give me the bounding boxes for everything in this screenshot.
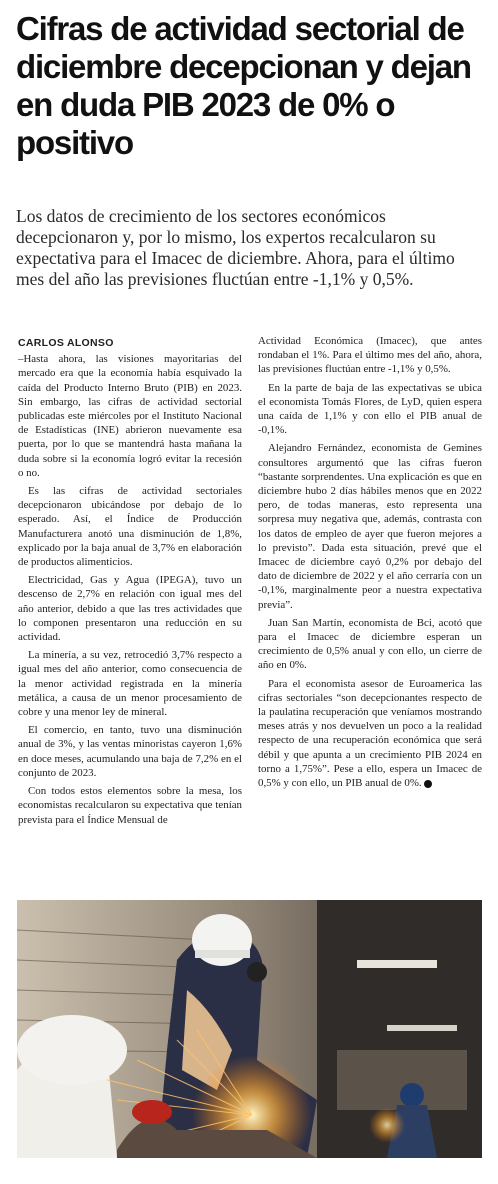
welding-photo-illustration (17, 900, 482, 1158)
body-paragraph: Alejandro Fernández, economista de Gemines consultores argumentó que las cifras fueron “bastante sorprendentes. Una explicación es que en diciembre hubo 2 días hábiles menos que en 2022 pero, de todas maneras, esto representa una sorpresa muy negativa que, además, contrasta con los datos de empleo de ayer que fueron mejores a lo previsto”. Dada esta situación, prevé que el Imacec de diciembre cayó 0,2% por debajo del dato de diciembre de 2022 y el año cerraría con un -0,1%, marginalmente peor a nuestra expectativa previa”. (258, 442, 482, 611)
body-paragraph: En la parte de baja de las expectativas se ubica el economista Tomás Flores, de LyD, quien espera una caída de 1,1% y con ello el PIB anual de -0,1%. (258, 381, 482, 437)
body-paragraph (258, 677, 482, 791)
byline: CARLOS ALONSO (18, 337, 114, 349)
article-column-right (258, 334, 482, 794)
article-column-left (18, 336, 242, 831)
deck-subtitle: Los datos de crecimiento de los sectores económicos decepcionaron y, por lo mismo, los expertos recalcularon su expectativa para el Imacec de diciembre. Ahora, para el último mes del año las previsiones fluctúan entre -1,1% y 0,5%. (16, 206, 455, 289)
industrial-welding-photo (17, 900, 482, 1158)
body-paragraph: La minería, a su vez, retrocedió 3,7% respecto a igual mes del año anterior, como consecuencia de la menor actividad registrada en la minería metálica, a causa de un menor procesamiento de cobre y una menor ley de mineral. (18, 649, 242, 719)
body-paragraph: Con todos estos elementos sobre la mesa, los economistas recalcularon su expectativa que tenían prevista para el Índice Mensual de (18, 785, 242, 826)
body-paragraph: Electricidad, Gas y Agua (IPEGA), tuvo un descenso de 2,7% en relación con igual mes del año anterior, debido a que las tres actividades que lo componen presentaron una reducción en su actividad. (18, 574, 242, 644)
body-paragraph-text: Para el economista asesor de Euroamerica las cifras sectoriales “son decepcionantes respecto de la paulatina recuperación que veníamos mostrando meses atrás y nos devuelven un poco a la realidad respecto de una recuperación económica que será débil y que apunta a un crecimiento PIB 2024 en torno a 1,75%”. Pese a ello, espera un Imacec de 0,5% y con ello, un PIB anual de 0%. (258, 677, 482, 790)
body-paragraph: Es las cifras de actividad sectoriales decepcionaron ubicándose por debajo de lo esperado. Así, el Índice de Producción Manufacturera anotó una disminución de 1,8%, explicado por la baja anual de 3,7% en elaboración de productos alimenticios. (18, 485, 242, 569)
headline: Cifras de actividad sectorial de diciembre decepcionan y dejan en duda PIB 2023 de 0% o positivo (16, 10, 471, 161)
body-paragraph: El comercio, en tanto, tuvo una disminución anual de 3%, y las ventas minoristas cayeron 1,6% en doce meses, acumulando una baja de 7,2% en el conjunto de 2023. (18, 724, 242, 779)
end-mark-icon (424, 780, 432, 788)
body-paragraph: –Hasta ahora, las visiones mayoritarias del mercado era que la economía había esquivado la caída del Producto Interno Bruto (PIB) en 2023. Sin embargo, las cifras de actividad sectorial publicadas este miércoles por el Instituto Nacional de Estadísticas (INE) abrieron nuevamente esa puerta, por lo que se mantendrá hasta mañana la duda sobre si la economía logró evitar la recesión o no. (18, 353, 242, 479)
body-paragraph: Actividad Económica (Imacec), que antes rondaban el 1%. Para el último mes del año, ahora, las previsiones fluctúan entre -1,1% y 0,5%. (258, 335, 482, 376)
body-paragraph: Juan San Martín, economista de Bci, acotó que para el Imacec de diciembre esperan un crecimiento de 0,5% anual y con ello, un cierre de año en 0%. (258, 616, 482, 672)
